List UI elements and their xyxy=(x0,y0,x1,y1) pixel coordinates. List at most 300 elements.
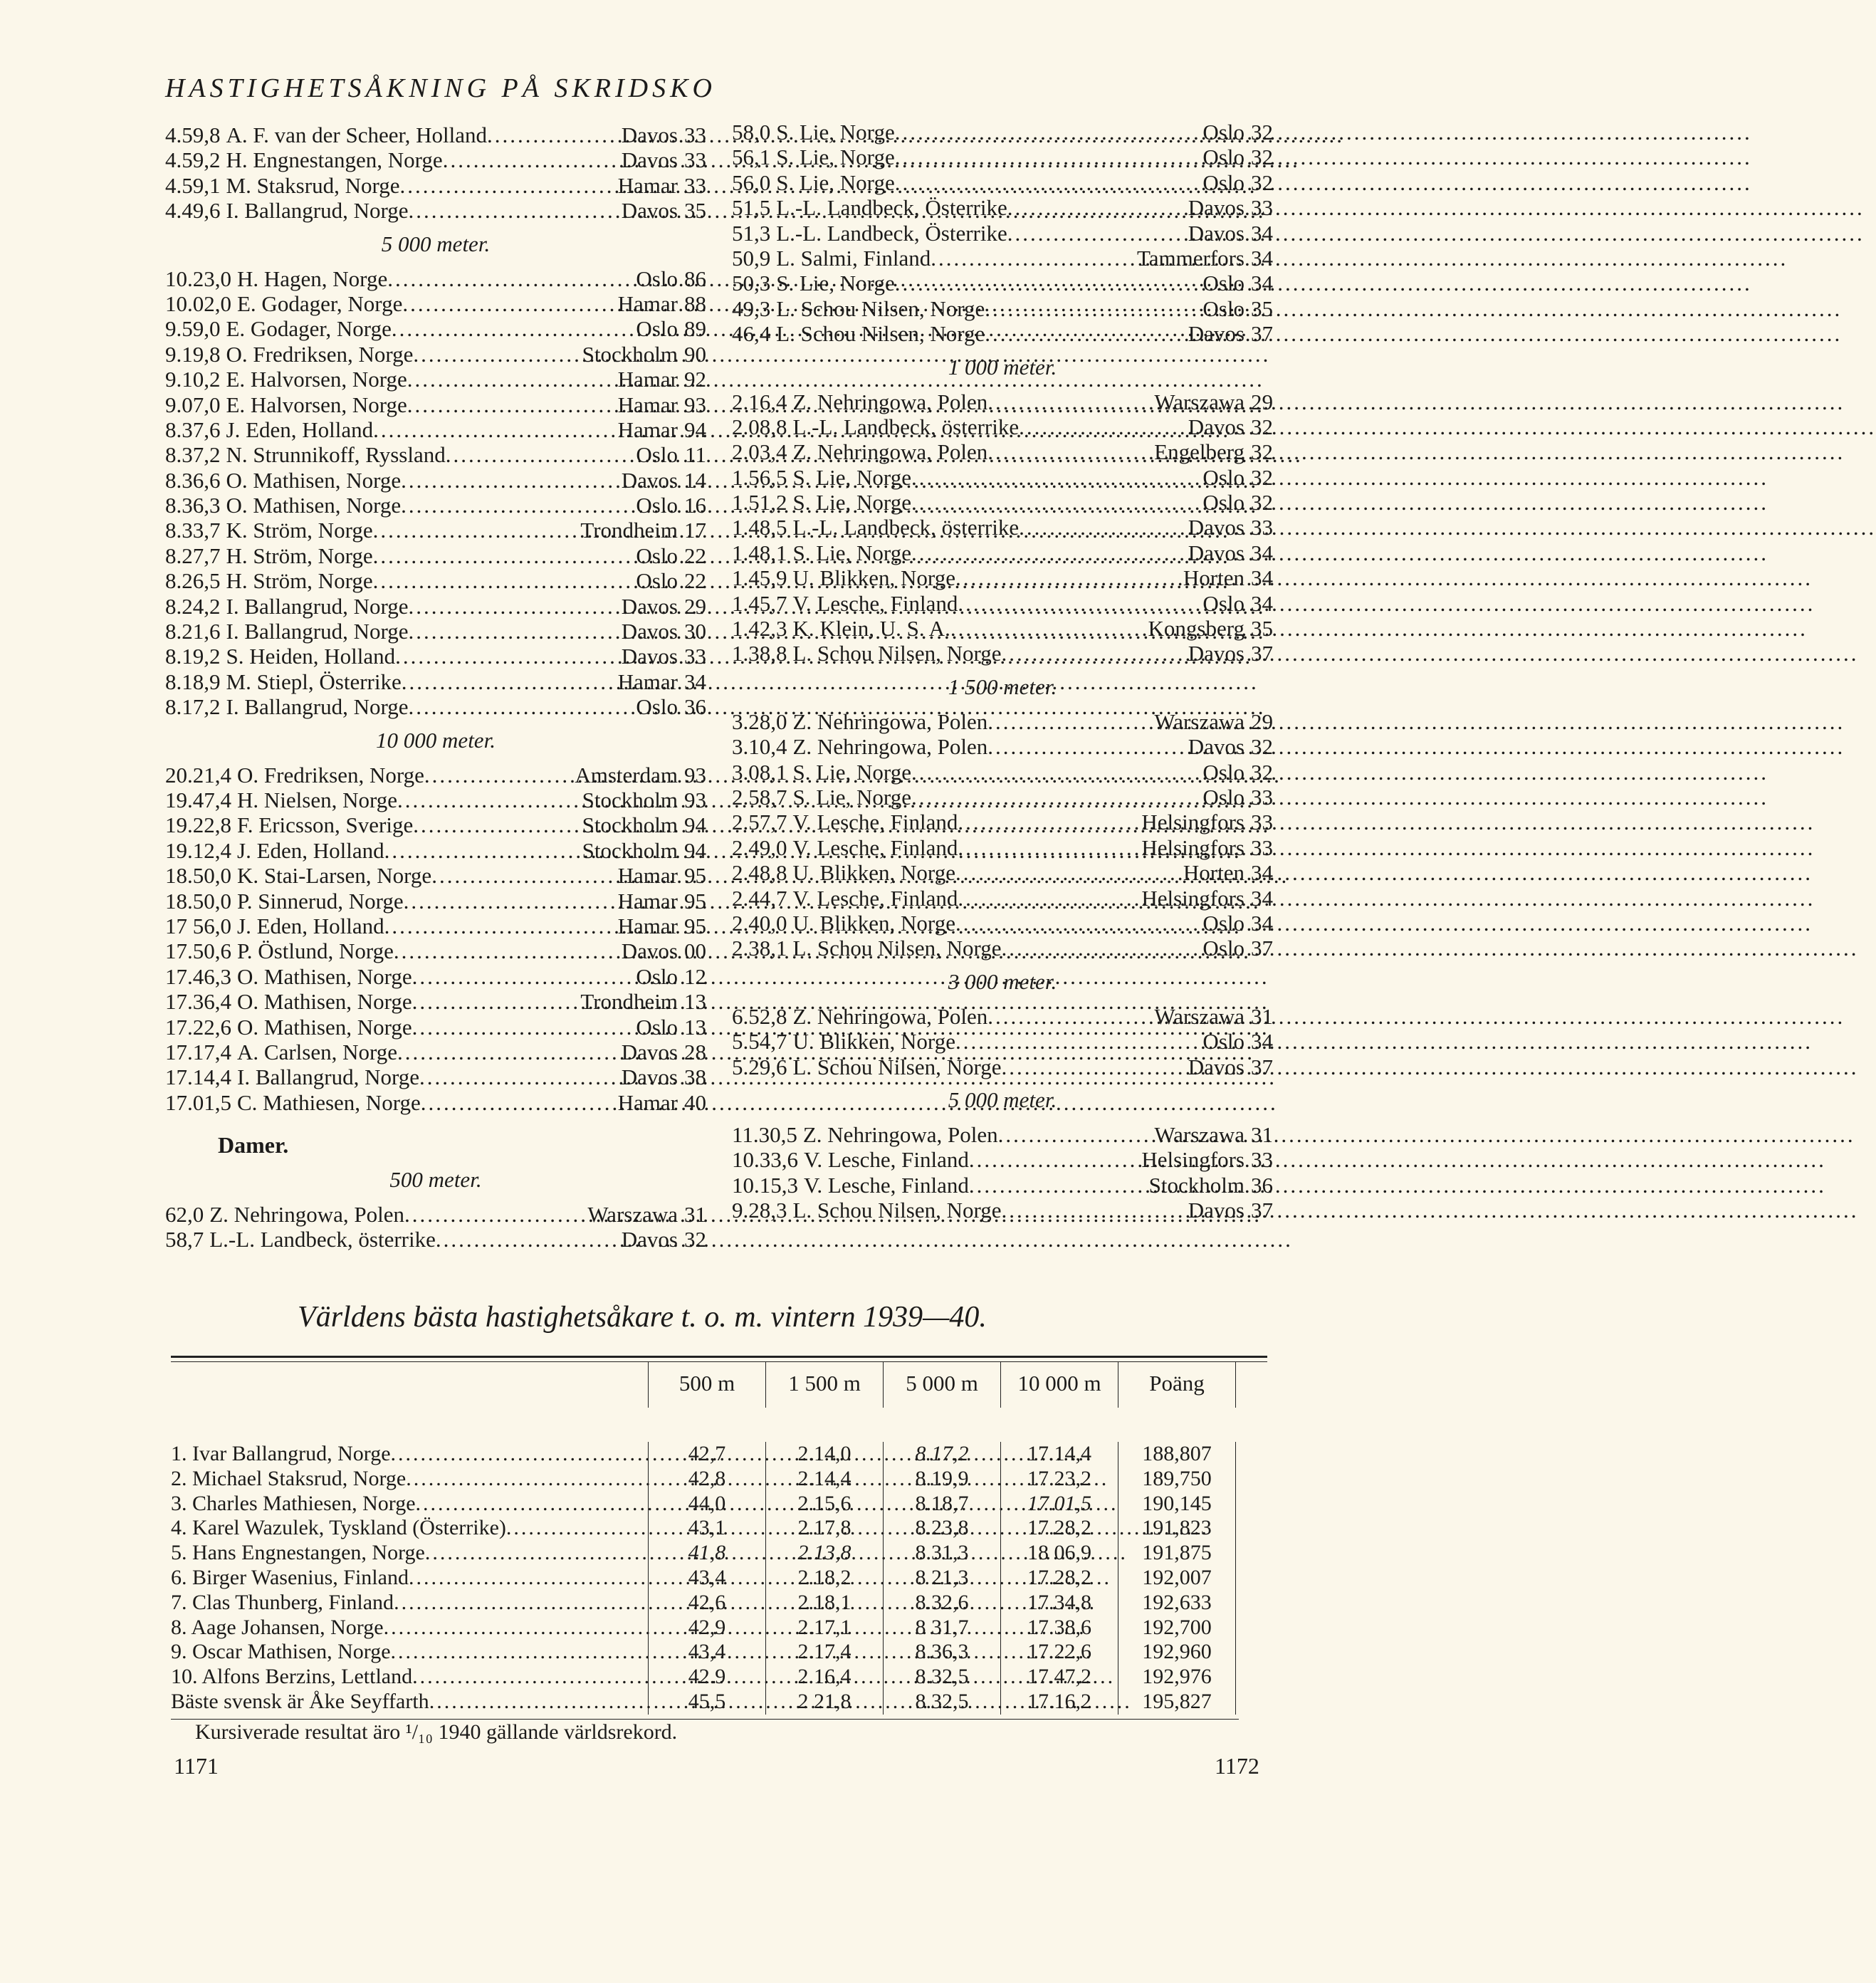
record-time: 4.59,2 xyxy=(165,147,221,173)
record-year: 32 xyxy=(1251,464,1273,490)
ranking-athlete xyxy=(171,1492,648,1516)
record-time: 11.30,5 xyxy=(732,1121,797,1147)
dot-leader xyxy=(419,1064,617,1090)
dot-leader xyxy=(987,709,1150,735)
record-place: Oslo xyxy=(1202,120,1244,145)
record-name: L. Schou Nilsen, Norge xyxy=(792,936,1002,961)
dot-leader xyxy=(1019,515,1184,540)
ranking-row xyxy=(171,1566,1267,1591)
dot-leader xyxy=(911,490,1198,516)
record-place: Davos xyxy=(1188,734,1244,760)
record-row xyxy=(732,936,1273,961)
record-name: J. Eden, Holland xyxy=(226,417,374,442)
ranking-row xyxy=(171,1516,1267,1541)
dot-leader xyxy=(397,1040,617,1065)
record-name: U. Blikken, Norge xyxy=(792,565,955,591)
record-time: 50,9 xyxy=(732,245,771,271)
record-place: Hamar xyxy=(617,888,678,914)
record-year: 34 xyxy=(1251,565,1273,591)
record-year: 95 xyxy=(684,888,706,914)
record-place: Oslo xyxy=(1202,784,1244,810)
record-time: 51,5 xyxy=(732,195,771,221)
record-time: 4.59,8 xyxy=(165,122,221,147)
record-time: 9.28,3 xyxy=(732,1198,787,1223)
ranking-row xyxy=(171,1442,1267,1467)
footnote: Kursiverade resultat äro ¹/₁₀ 1940 gällande världsrekord. xyxy=(195,1720,678,1744)
record-year: 34 xyxy=(1251,245,1273,271)
record-name: E. Halvorsen, Norge xyxy=(226,367,407,392)
record-year: 34 xyxy=(1251,271,1273,296)
record-year: 32 xyxy=(1251,439,1273,465)
dot-leader xyxy=(958,835,1137,861)
dot-leader xyxy=(895,170,1199,196)
record-time: 18.50,0 xyxy=(165,888,231,914)
dot-leader xyxy=(408,619,617,644)
record-year: 86 xyxy=(684,266,706,291)
record-name: A. F. van der Scheer, Holland xyxy=(226,122,487,147)
record-row xyxy=(732,296,1273,321)
ranking-row xyxy=(171,1541,1267,1566)
ranking-value: 189,750 xyxy=(1118,1467,1236,1492)
record-name: J. Eden, Holland xyxy=(237,837,384,863)
record-place: Hamar xyxy=(617,392,678,417)
dot-leader xyxy=(911,540,1184,566)
record-year: 37 xyxy=(1251,1054,1273,1079)
record-name: V. Lesche, Finland xyxy=(804,1147,969,1173)
record-row xyxy=(732,709,1273,734)
record-time: 8.36,3 xyxy=(165,493,221,518)
dot-leader xyxy=(373,543,632,569)
record-time: 1.38,8 xyxy=(732,641,787,666)
dot-leader xyxy=(399,173,613,199)
record-place: Warszawa xyxy=(1154,708,1244,734)
record-place: Davos xyxy=(621,147,678,173)
record-year: 32 xyxy=(1251,759,1273,785)
record-year: 37 xyxy=(1251,1198,1273,1223)
record-time: 5.29,6 xyxy=(732,1054,787,1079)
ranking-row xyxy=(171,1591,1267,1616)
record-place: Hamar xyxy=(617,1089,678,1115)
record-place: Stockholm xyxy=(582,812,678,838)
record-row xyxy=(165,1202,706,1227)
ranking-value: 2.18,2 xyxy=(765,1566,883,1591)
ranking-value: 18 06,9 xyxy=(1000,1541,1118,1566)
ranking-row xyxy=(171,1467,1267,1492)
record-row xyxy=(165,266,706,291)
record-time: 9.10,2 xyxy=(165,367,221,392)
record-name: L. Schou Nilsen, Norge xyxy=(792,1054,1002,1079)
record-year: 34 xyxy=(1251,860,1273,886)
record-year: 35 xyxy=(1251,616,1273,642)
record-name: M. Staksrud, Norge xyxy=(226,172,400,198)
record-time: 8.18,9 xyxy=(165,669,221,694)
record-row xyxy=(165,198,706,223)
record-name: I. Ballangrud, Norge xyxy=(237,1064,419,1090)
dot-leader xyxy=(911,785,1198,810)
ranking-value: 44,0 xyxy=(648,1492,765,1517)
record-place: Hamar xyxy=(617,367,678,392)
ranking-value: 8.19,9 xyxy=(883,1467,1000,1492)
ranking-value: 8.32,6 xyxy=(883,1591,1000,1616)
record-place: Davos xyxy=(621,593,678,619)
ranking-athlete xyxy=(171,1690,648,1714)
record-year: 29 xyxy=(1251,708,1273,734)
dot-leader xyxy=(408,694,632,720)
record-name: H. Nielsen, Norge xyxy=(237,787,397,812)
record-row xyxy=(165,838,706,863)
ranking-athlete xyxy=(171,1665,648,1689)
ranking-header-name-spacer xyxy=(171,1362,648,1408)
dot-leader xyxy=(421,1090,614,1116)
record-place: Davos xyxy=(1188,540,1244,565)
ranking-column-header: Poäng xyxy=(1118,1362,1236,1408)
record-year: 94 xyxy=(684,812,706,838)
ranking-value: 192,700 xyxy=(1118,1616,1236,1641)
record-time: 9.59,0 xyxy=(165,316,221,342)
ranking-value: 41,8 xyxy=(648,1541,765,1566)
record-year: 32 xyxy=(1251,490,1273,516)
record-name: K. Ström, Norge xyxy=(226,518,373,543)
record-time: 17.22,6 xyxy=(165,1014,231,1040)
record-place: Davos xyxy=(1188,220,1244,246)
record-time: 58,7 xyxy=(165,1227,204,1252)
record-place: Warszawa xyxy=(1154,389,1244,414)
ranking-row xyxy=(171,1665,1267,1690)
record-place: Helsingfors xyxy=(1141,834,1244,860)
ranking-value: 42,9 xyxy=(648,1616,765,1641)
record-year: 93 xyxy=(684,787,706,812)
record-place: Davos xyxy=(1188,1198,1244,1223)
record-place: Oslo xyxy=(636,266,678,291)
dot-leader xyxy=(1007,221,1184,246)
ranking-value: 192,976 xyxy=(1118,1665,1236,1690)
ranking-value: 42.9 xyxy=(648,1665,765,1690)
dot-leader xyxy=(1002,1055,1184,1080)
record-name: S. Lie, Norge xyxy=(792,540,911,565)
ranking-athlete-name: 4. Karel Wazulek, Tyskland (Österrike) xyxy=(171,1516,506,1540)
record-year: 37 xyxy=(1251,641,1273,666)
record-row xyxy=(732,734,1273,759)
record-time: 1.48,5 xyxy=(732,515,787,540)
ranking-athlete xyxy=(171,1616,648,1640)
record-name: C. Mathiesen, Norge xyxy=(237,1089,421,1115)
ranking-value: 17.38,6 xyxy=(1000,1616,1118,1641)
record-row xyxy=(732,389,1273,414)
ranking-athlete-name: 8. Aage Johansen, Norge xyxy=(171,1615,384,1639)
dot-leader xyxy=(424,763,570,788)
record-place: Horten xyxy=(1183,565,1244,591)
record-row xyxy=(165,316,706,341)
record-place: Oslo xyxy=(1202,145,1244,170)
record-name: O. Fredriksen, Norge xyxy=(226,341,414,367)
dot-leader xyxy=(401,493,632,518)
record-row xyxy=(732,170,1273,195)
record-row xyxy=(165,694,706,719)
ranking-athlete-name: 2. Michael Staksrud, Norge xyxy=(171,1466,407,1490)
record-time: 10.33,6 xyxy=(732,1147,798,1173)
dot-leader xyxy=(895,120,1199,145)
ranking-value: 2.16,4 xyxy=(765,1665,883,1690)
record-year: 32 xyxy=(1251,145,1273,170)
dot-leader xyxy=(1007,195,1184,221)
ranking-body xyxy=(171,1408,1267,1715)
right-record-column xyxy=(732,120,1273,1223)
record-name: Z. Nehringowa, Polen xyxy=(792,1003,988,1029)
dot-leader xyxy=(987,734,1184,760)
section-gap xyxy=(165,1115,706,1131)
record-place: Amsterdam xyxy=(575,762,678,788)
record-year: 33 xyxy=(684,147,706,173)
record-place: Davos xyxy=(621,938,678,964)
record-year: 38 xyxy=(684,1064,706,1090)
record-name: N. Strunnikoff, Ryssland xyxy=(226,442,446,468)
record-place: Davos xyxy=(621,619,678,644)
record-year: 34 xyxy=(684,669,706,694)
record-place: Hamar xyxy=(617,291,678,316)
record-time: 17.01,5 xyxy=(165,1089,231,1115)
record-time: 2.40,0 xyxy=(732,910,787,936)
ranking-athlete xyxy=(171,1467,648,1491)
record-place: Helsingfors xyxy=(1141,885,1244,911)
record-row xyxy=(732,246,1273,271)
record-name: A. Carlsen, Norge xyxy=(237,1039,397,1064)
record-name: V. Lesche, Finland xyxy=(792,590,958,616)
record-time: 4.59,1 xyxy=(165,172,221,198)
record-time: 17 56,0 xyxy=(165,913,231,938)
record-name: V. Lesche, Finland xyxy=(792,834,958,860)
record-time: 18.50,0 xyxy=(165,863,231,889)
record-name: O. Mathisen, Norge xyxy=(226,467,402,493)
record-name: S. Lie, Norge xyxy=(792,759,911,785)
dot-leader xyxy=(373,417,614,443)
ranking-value: 8.18,7 xyxy=(883,1492,1000,1517)
record-place: Oslo xyxy=(636,442,678,468)
record-name: V. Lesche, Finland xyxy=(792,810,958,835)
record-name: O. Mathisen, Norge xyxy=(226,493,402,518)
dot-leader xyxy=(373,568,632,594)
record-time: 2.03,4 xyxy=(732,439,787,465)
record-name: Z. Nehringowa, Polen xyxy=(792,708,988,734)
section-heading: 1 500 meter. xyxy=(948,674,1057,699)
record-time: 5.54,7 xyxy=(732,1029,787,1055)
record-row xyxy=(165,812,706,837)
record-time: 17.36,4 xyxy=(165,989,231,1015)
record-name: H. Hagen, Norge xyxy=(237,266,388,291)
ranking-value: 17.28,2 xyxy=(1000,1566,1118,1591)
record-row xyxy=(165,669,706,694)
record-row xyxy=(165,1015,706,1040)
ranking-value: 8.36,3 xyxy=(883,1640,1000,1665)
record-time: 3.28,0 xyxy=(732,708,787,734)
record-time: 8.24,2 xyxy=(165,593,221,619)
group-heading: Damer. xyxy=(218,1132,289,1158)
record-time: 3.10,4 xyxy=(732,734,787,760)
ranking-value: 192,960 xyxy=(1118,1640,1236,1665)
record-year: 93 xyxy=(684,392,706,417)
record-year: 33 xyxy=(684,172,706,198)
ranking-row xyxy=(171,1690,1267,1715)
record-name: L. Schou Nilsen, Norge xyxy=(792,1198,1002,1223)
record-name: E. Godager, Norge xyxy=(226,316,392,342)
record-name: M. Stiepl, Österrike xyxy=(226,669,402,694)
record-time: 17.50,6 xyxy=(165,938,231,964)
dot-leader xyxy=(394,938,617,964)
record-name: L. Schou Nilsen, Norge xyxy=(776,321,985,347)
record-place: Warszawa xyxy=(1154,1121,1244,1147)
ranking-value: 188,807 xyxy=(1118,1442,1236,1467)
record-row xyxy=(165,543,706,568)
ranking-athlete-name: 7. Clas Thunberg, Finland xyxy=(171,1590,394,1614)
record-time: 1.51,2 xyxy=(732,490,787,516)
record-name: L. Schou Nilsen, Norge xyxy=(776,295,985,321)
record-place: Hamar xyxy=(617,863,678,889)
record-place: Tammerfors xyxy=(1136,245,1244,271)
record-time: 19.22,8 xyxy=(165,812,231,838)
dot-leader xyxy=(412,1015,632,1040)
record-year: 35 xyxy=(1251,295,1273,321)
record-year: 12 xyxy=(684,963,706,989)
dot-leader xyxy=(1002,1198,1184,1223)
dot-leader xyxy=(397,788,578,813)
record-place: Trondheim xyxy=(580,518,678,543)
record-time: 56,1 xyxy=(732,145,771,170)
running-header: HASTIGHETSÅKNING PÅ SKRIDSKO xyxy=(165,73,716,103)
record-place: Davos xyxy=(621,1227,678,1252)
ranking-value: 192,633 xyxy=(1118,1591,1236,1616)
record-year: 34 xyxy=(1251,910,1273,936)
record-time: 1.48,1 xyxy=(732,540,787,565)
record-name: Z. Nehringowa, Polen xyxy=(792,439,988,465)
record-row xyxy=(165,594,706,619)
record-name: L.-L. Landbeck, Österrike xyxy=(776,220,1007,246)
record-place: Davos xyxy=(1188,1054,1244,1079)
record-row xyxy=(165,518,706,543)
record-row xyxy=(732,1147,1273,1172)
dot-leader xyxy=(985,321,1183,347)
ranking-athlete xyxy=(171,1640,648,1664)
ranking-column-header: 500 m xyxy=(648,1362,765,1408)
ranking-athlete-name: 1. Ivar Ballangrud, Norge xyxy=(171,1442,391,1465)
ranking-athlete xyxy=(171,1591,648,1615)
ranking-value: 2.14,0 xyxy=(765,1442,883,1467)
record-name: S. Lie, Norge xyxy=(792,464,911,490)
record-row xyxy=(732,439,1273,464)
record-year: 34 xyxy=(1251,1029,1273,1055)
dot-leader xyxy=(969,1173,1145,1198)
record-year: 92 xyxy=(684,367,706,392)
record-year: 32 xyxy=(1251,169,1273,195)
ranking-value: 8 31,7 xyxy=(883,1616,1000,1641)
record-place: Warszawa xyxy=(1154,1003,1244,1029)
record-place: Helsingfors xyxy=(1141,1147,1244,1173)
record-time: 49,3 xyxy=(732,295,771,321)
dot-leader xyxy=(402,291,613,317)
record-place: Warszawa xyxy=(587,1202,678,1228)
record-time: 8.19,2 xyxy=(165,644,221,669)
record-place: Oslo xyxy=(636,1014,678,1040)
record-place: Hamar xyxy=(617,417,678,442)
ranking-header-row xyxy=(171,1362,1267,1408)
record-row xyxy=(732,565,1273,590)
ranking-athlete-name: 9. Oscar Mathisen, Norge xyxy=(171,1640,391,1664)
record-time: 2.58,7 xyxy=(732,784,787,810)
record-time: 20.21,4 xyxy=(165,762,231,788)
dot-leader xyxy=(958,886,1137,911)
dot-leader xyxy=(987,389,1150,415)
page-number-right: 1172 xyxy=(1215,1753,1259,1779)
record-year: 33 xyxy=(1251,1147,1273,1173)
record-row xyxy=(165,644,706,669)
ranking-value: 43,4 xyxy=(648,1640,765,1665)
record-year: 33 xyxy=(684,644,706,669)
record-row xyxy=(732,120,1273,145)
ranking-value: 2.13,8 xyxy=(765,1541,883,1566)
record-time: 58,0 xyxy=(732,120,771,145)
record-time: 9.07,0 xyxy=(165,392,221,417)
record-year: 28 xyxy=(684,1039,706,1064)
record-time: 19.47,4 xyxy=(165,787,231,812)
ranking-row xyxy=(171,1640,1267,1665)
record-name: U. Blikken, Norge xyxy=(792,860,955,886)
ranking-value: 45,5 xyxy=(648,1690,765,1715)
ranking-value: 2.17,4 xyxy=(765,1640,883,1665)
section-heading: 500 meter. xyxy=(389,1167,482,1193)
record-name: I. Ballangrud, Norge xyxy=(226,198,409,224)
record-year: 40 xyxy=(684,1089,706,1115)
record-year: 16 xyxy=(684,493,706,518)
record-row xyxy=(732,145,1273,169)
dot-leader xyxy=(955,1029,1198,1055)
record-row xyxy=(732,465,1273,490)
ranking-value: 195,827 xyxy=(1118,1690,1236,1715)
record-name: S. Heiden, Holland xyxy=(226,644,396,669)
record-time: 17.46,3 xyxy=(165,963,231,989)
record-name: S. Lie, Norge xyxy=(776,145,895,170)
ranking-athlete xyxy=(171,1566,648,1590)
ranking-value: 17.14,4 xyxy=(1000,1442,1118,1467)
record-place: Trondheim xyxy=(580,989,678,1015)
record-row xyxy=(165,989,706,1014)
record-year: 37 xyxy=(1251,321,1273,347)
record-row xyxy=(165,1090,706,1115)
dot-leader xyxy=(412,964,632,990)
ranking-value: 8.32,5 xyxy=(883,1665,1000,1690)
record-row xyxy=(732,886,1273,911)
record-time: 17.14,4 xyxy=(165,1064,231,1090)
record-place: Oslo xyxy=(636,316,678,342)
record-name: H. Ström, Norge xyxy=(226,543,373,568)
record-time: 1.42,3 xyxy=(732,616,787,642)
ranking-row xyxy=(171,1616,1267,1641)
record-name: P. Sinnerud, Norge xyxy=(237,888,404,914)
record-year: 32 xyxy=(1251,734,1273,760)
record-place: Stockholm xyxy=(582,787,678,812)
dot-leader xyxy=(384,838,578,864)
ranking-value: 8.17,2 xyxy=(883,1442,1000,1467)
dot-leader xyxy=(955,911,1198,936)
page-number-left: 1171 xyxy=(174,1753,219,1779)
record-row xyxy=(165,568,706,593)
record-name: U. Blikken, Norge xyxy=(792,910,955,936)
dot-leader xyxy=(895,145,1199,170)
record-row xyxy=(165,468,706,493)
record-place: Oslo xyxy=(1202,936,1244,961)
record-name: J. Eden, Holland xyxy=(237,913,384,938)
dot-leader xyxy=(895,271,1199,296)
record-place: Oslo xyxy=(636,568,678,594)
record-year: 89 xyxy=(684,316,706,342)
ranking-value: 17.34,8 xyxy=(1000,1591,1118,1616)
